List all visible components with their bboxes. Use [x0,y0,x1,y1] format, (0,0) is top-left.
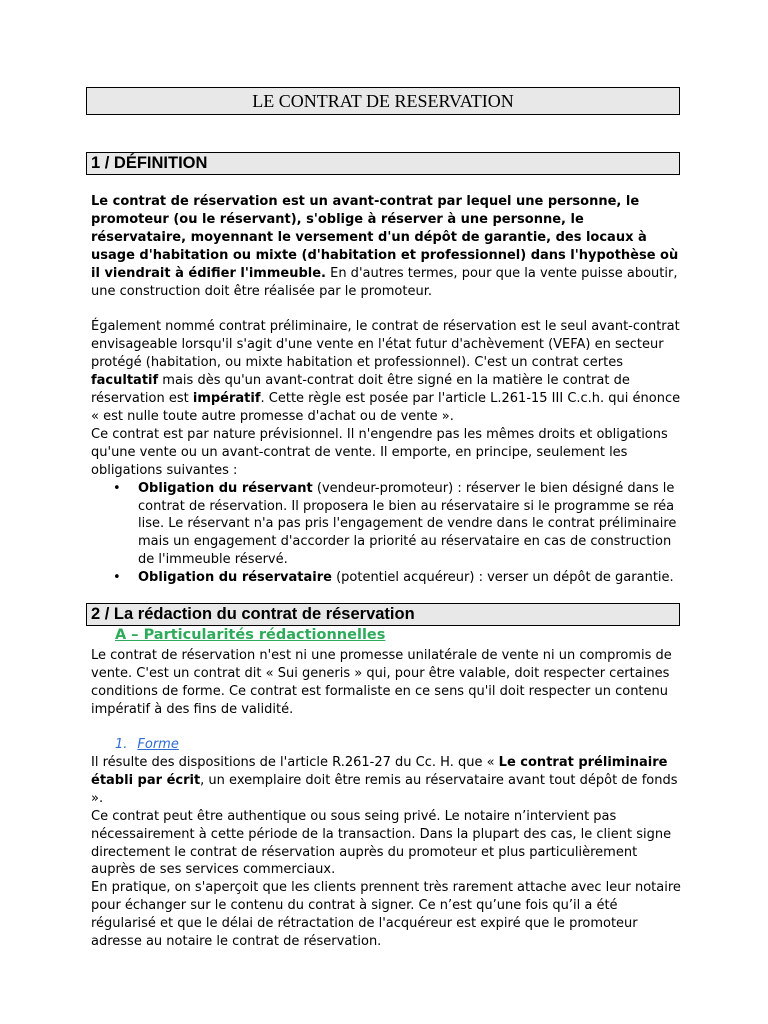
preliminary-contract-paragraph [91,318,681,425]
text-run: mais dès qu'un avant-contrat doit être signé en la matière le contrat de réservation est [91,373,630,407]
paragraph-spacer [91,300,681,318]
bullet-text: (vendeur-promoteur) : réserver le bien désigné dans le contrat de réservation. Il proposera le bien au réservataire si le programme se réa lise. Le réservant n'a pas pris l'engagement de vendre dans le contrat préliminaire mais un engagement d'accorder la priorité au réservataire en cas de construction de l'immeuble réservé. [138,480,677,568]
imperatif-bold: impératif [192,391,261,407]
text-run: . Cette règle est posée par l'article L.261-15 III C.c.h. qui énonce « est nulle toute autre promesse d'achat ou de vente ». [91,391,681,424]
bullet-icon: • [113,570,121,586]
section-2-heading: 2 / La rédaction du contrat de réservation [86,603,680,626]
document-title: LE CONTRAT DE RESERVATION [86,87,680,115]
subheading-particularites: A – Particularités rédactionnelles [115,627,386,643]
numbered-heading-forme [115,737,179,752]
sui-generis-paragraph: Le contrat de réservation n'est ni une promesse unilatérale de vente ni un compromis de vente. C'est un contrat dit « Sui generis » qui, pour être valable, doit respecter certaines conditions de forme. Ce contrat est formaliste en ce sens qu'il doit respecter un contenu impératif à des fins de validité. [91,648,672,717]
item-number: 1. [115,737,128,752]
bullet-icon: • [113,480,121,496]
article-paragraph [91,754,681,808]
pratique-paragraph: En pratique, on s'aperçoit que les clients prennent très rarement attache avec leur notaire pour échanger sur le contenu du contrat à signer. Ce n’est qu’une fois qu’il a été régularisé et que le délai de rétractation de l'acquéreur est expiré que le promoteur adresse au notaire le contrat de réservation. [91,880,681,950]
notaire-paragraph: Ce contrat peut être authentique ou sous seing privé. Le notaire n’intervient pas nécessairement à cette période de la transaction. Dans la plupart des cas, le client signe directement le contrat de réservation auprès du promoteur et plus particulièrement auprès de ses services commerciaux. [91,808,672,878]
section-1-body [91,193,681,587]
bullet-bold-label: Obligation du réservataire [138,570,332,586]
bullet-text: (potentiel acquéreur) : verser un dépôt de garantie. [331,570,674,586]
list-item [91,569,681,587]
text-run: Également nommé contrat préliminaire, le contrat de réservation est le seul avant-contrat envisageable lorsqu'il s'agit d'une vente en l'état futur d'achèvement (VEFA) en secteur protégé (habitation, ou mixte habitation et professionnel). C'est un contrat certes [91,319,680,371]
definition-rest-text: En d'autres termes, pour que la vente puisse aboutir, une construction doit être réalisée par le promoteur. [91,265,678,299]
obligations-intro-paragraph: Ce contrat est par nature prévisionnel. Il n'engendre pas les mêmes droits et obligations qu'une vente ou un avant-contrat de vente. Il emporte, en principe, seulement les obligations suivantes : [91,426,668,478]
contrat-ecrit-bold: Le contrat préliminaire établi par écrit [91,755,668,788]
section-2-intro [91,647,681,719]
item-title: Forme [137,737,179,752]
text-run: , un exemplaire doit être remis au réservataire avant tout dépôt de fonds ». [91,772,678,806]
list-item [91,480,681,570]
definition-paragraph [91,193,681,300]
section-2-forme-body [91,754,681,951]
section-1-heading: 1 / DÉFINITION [86,152,680,175]
definition-bold-text: Le contrat de réservation est un avant-contrat par lequel une personne, le promoteur (ou le réservant), s'oblige à réserver à une personne, le réservataire, moyennant le versement d'un dépôt de garantie, des locaux à usage d'habitation ou mixte (d'habitation et professionnel) dans l'hypothèse où il viendrait à édifier l'immeuble. [91,194,679,281]
text-run: Il résulte des dispositions de l'article R.261-27 du Cc. H. que « [91,755,499,770]
facultatif-bold: facultatif [91,373,159,389]
bullet-bold-label: Obligation du réservant [138,480,313,496]
obligations-list [91,480,681,587]
